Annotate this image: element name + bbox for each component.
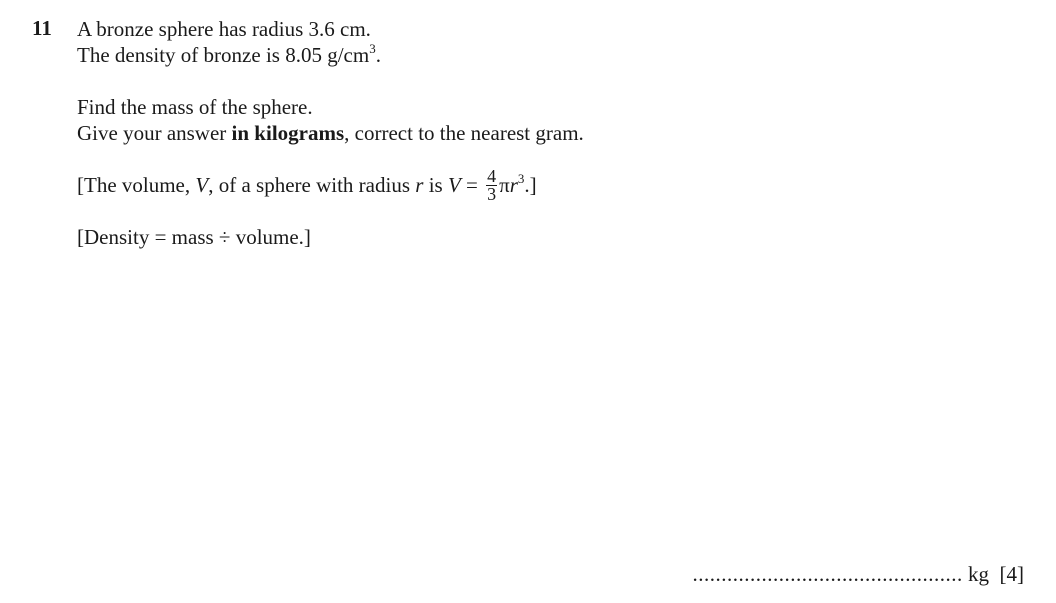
marks-label: [4]	[999, 562, 1024, 586]
question-line-instruction: Give your answer in kilograms, correct to the nearest gram.	[77, 121, 584, 145]
question-line-density: The density of bronze is 8.05 $g/cm^3$.	[77, 41, 381, 67]
answer-unit: kg	[968, 562, 989, 586]
fraction-four-thirds: $\frac{4}{3}$	[487, 165, 497, 204]
answer-line[interactable]	[693, 562, 1025, 587]
density-formula-note: [Density = mass ÷ volume.]	[77, 225, 311, 249]
question-number: 11	[32, 16, 52, 40]
volume-formula-note: [The volume, V, of a sphere with radius r is V = $\frac{4}{3}$ $\pi r^3$.]	[77, 165, 537, 204]
question-line-radius: A bronze sphere has radius 3.6 cm.	[77, 17, 371, 41]
answer-dots[interactable]: ...............................................	[692, 562, 963, 586]
question-line-find-mass: Find the mass of the sphere.	[77, 95, 313, 119]
